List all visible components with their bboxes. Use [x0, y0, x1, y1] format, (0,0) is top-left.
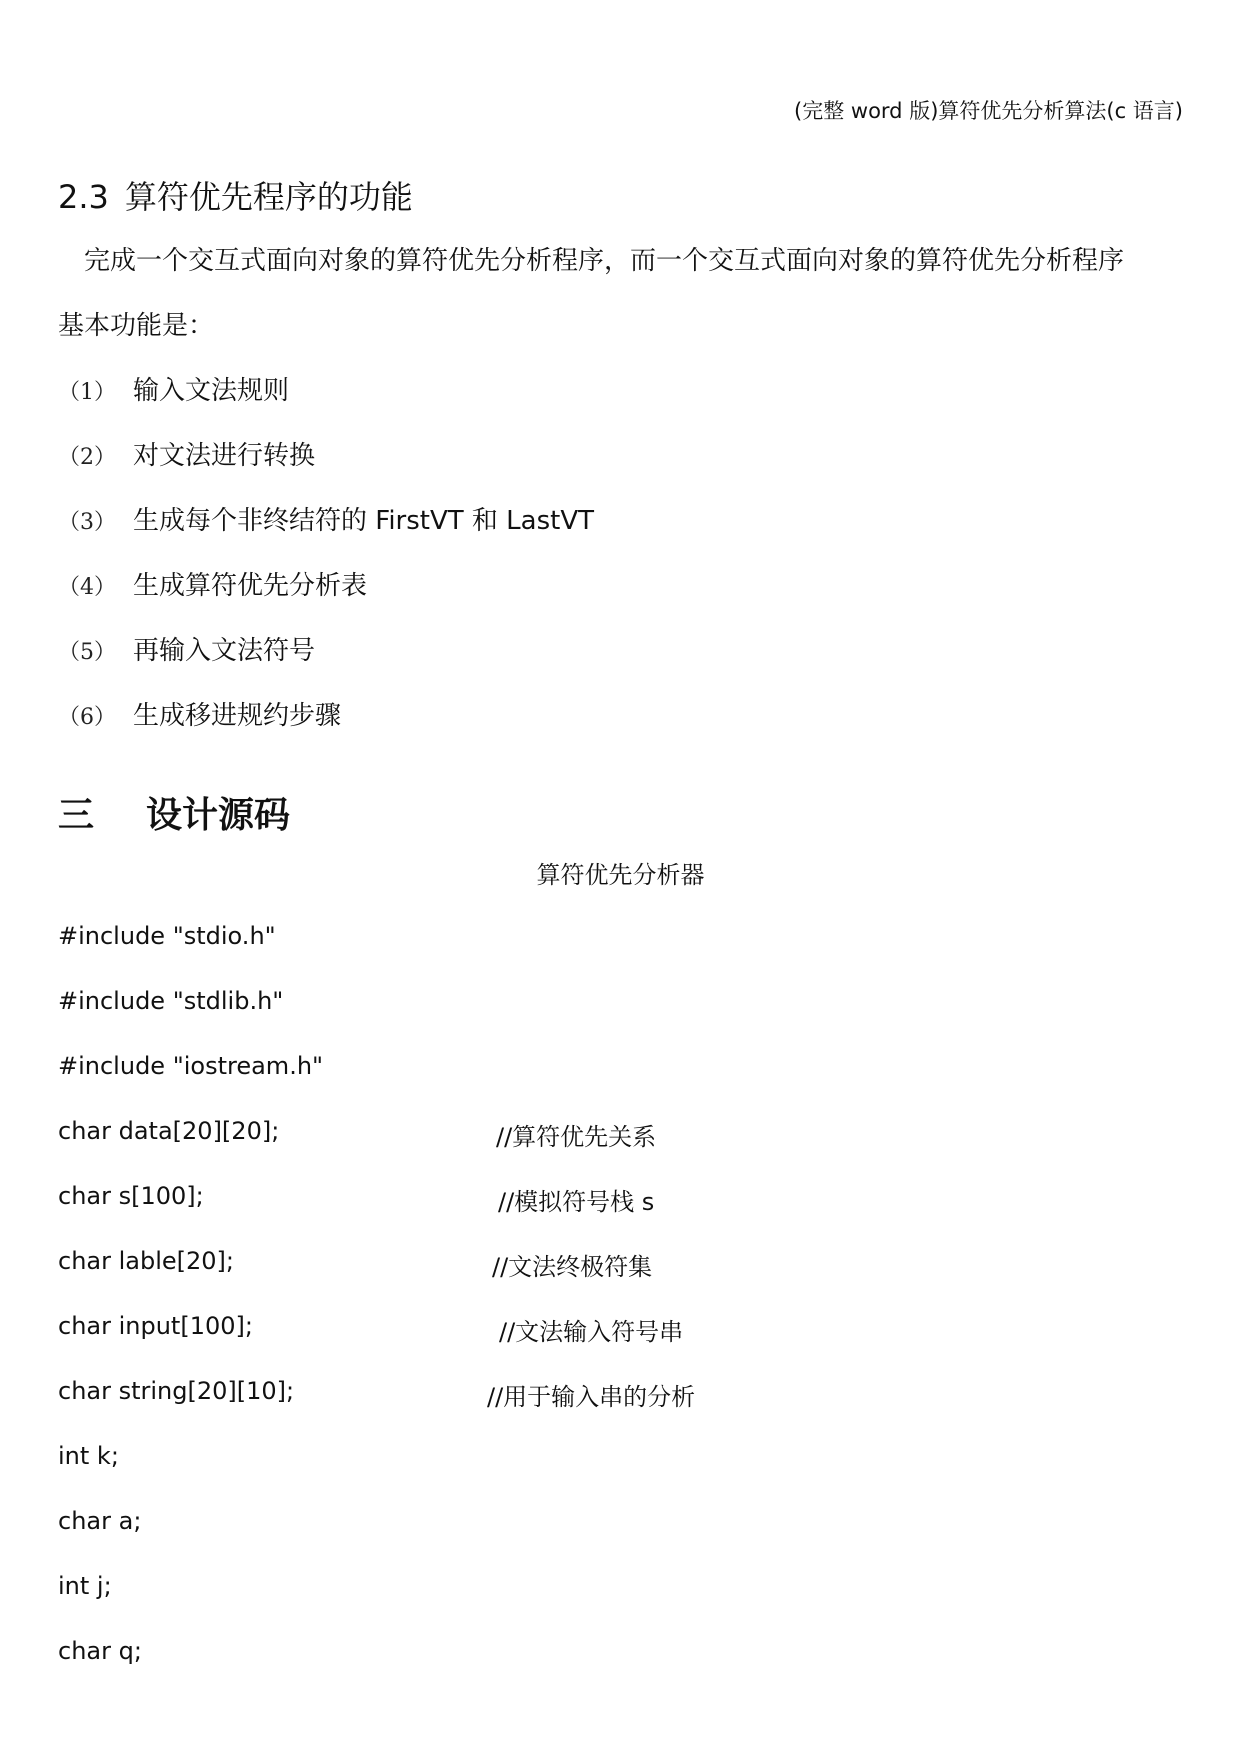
- section-number: 2.3: [58, 178, 109, 216]
- code-text: char a;: [58, 1507, 142, 1535]
- function-item-number: （6）: [58, 705, 116, 730]
- function-list-item: [58, 370, 289, 407]
- code-text: char input[100];: [58, 1312, 253, 1340]
- code-comment: //文法终极符集: [492, 1253, 653, 1281]
- function-list-item: [58, 435, 315, 472]
- code-line: [58, 1442, 119, 1470]
- code-title-text: 算符优先分析器: [536, 861, 705, 889]
- code-text: char lable[20];: [58, 1247, 235, 1275]
- function-list-item: [58, 695, 341, 732]
- code-line: [58, 1182, 655, 1216]
- function-item-text: 生成移进规约步骤: [133, 701, 342, 731]
- code-text: char string[20][10];: [58, 1377, 295, 1405]
- function-item-number: （3）: [58, 510, 116, 535]
- function-item-text: 再输入文法符号: [133, 636, 316, 666]
- code-text: #include "stdio.h": [58, 922, 276, 950]
- function-item-text: 输入文法规则: [133, 376, 290, 406]
- code-text: int k;: [58, 1442, 119, 1470]
- section-heading: [58, 172, 413, 218]
- function-item-number: （2）: [58, 445, 116, 470]
- code-text: char data[20][20];: [58, 1117, 280, 1145]
- code-line: [58, 1117, 657, 1151]
- code-line: [58, 1377, 696, 1411]
- function-item-text: 生成每个非终结符的 FirstVT 和 LastVT: [133, 506, 595, 536]
- code-text: char s[100];: [58, 1182, 204, 1210]
- code-line: [58, 1052, 323, 1080]
- code-text: int j;: [58, 1572, 112, 1600]
- code-title: [0, 855, 1241, 890]
- intro-paragraph-line-1: 完成一个交互式面向对象的算符优先分析程序，而一个交互式面向对象的算符优先分析程序: [84, 246, 1125, 276]
- function-item-text: 对文法进行转换: [133, 441, 316, 471]
- code-text: char q;: [58, 1637, 142, 1665]
- code-line: [58, 1247, 653, 1281]
- chapter-number: 三: [58, 795, 95, 836]
- chapter-title: 设计源码: [146, 795, 291, 836]
- code-line: [58, 1637, 142, 1665]
- page-header: (完整 word 版)算符优先分析算法(c 语言): [794, 99, 1183, 123]
- code-text: #include "stdlib.h": [58, 987, 284, 1015]
- function-list-item: [58, 565, 367, 602]
- code-line: [58, 922, 276, 950]
- code-line: [58, 1312, 684, 1346]
- function-item-number: （5）: [58, 640, 116, 665]
- code-line: [58, 1572, 112, 1600]
- code-comment: //算符优先关系: [496, 1123, 657, 1151]
- code-text: #include "iostream.h": [58, 1052, 324, 1080]
- code-line: [58, 1507, 141, 1535]
- function-item-text: 生成算符优先分析表: [133, 571, 368, 601]
- code-comment: //文法输入符号串: [499, 1318, 684, 1346]
- code-comment: //模拟符号栈 s: [498, 1188, 655, 1216]
- function-item-number: （4）: [58, 575, 116, 600]
- chapter-heading: [58, 787, 290, 838]
- intro-paragraph-line-2: 基本功能是：: [58, 311, 215, 341]
- function-list-item: [58, 630, 315, 667]
- section-title: 算符优先程序的功能: [124, 178, 413, 216]
- function-item-number: （1）: [58, 380, 116, 405]
- function-list-item: [58, 500, 594, 537]
- code-line: [58, 987, 283, 1015]
- code-comment: //用于输入串的分析: [487, 1383, 696, 1411]
